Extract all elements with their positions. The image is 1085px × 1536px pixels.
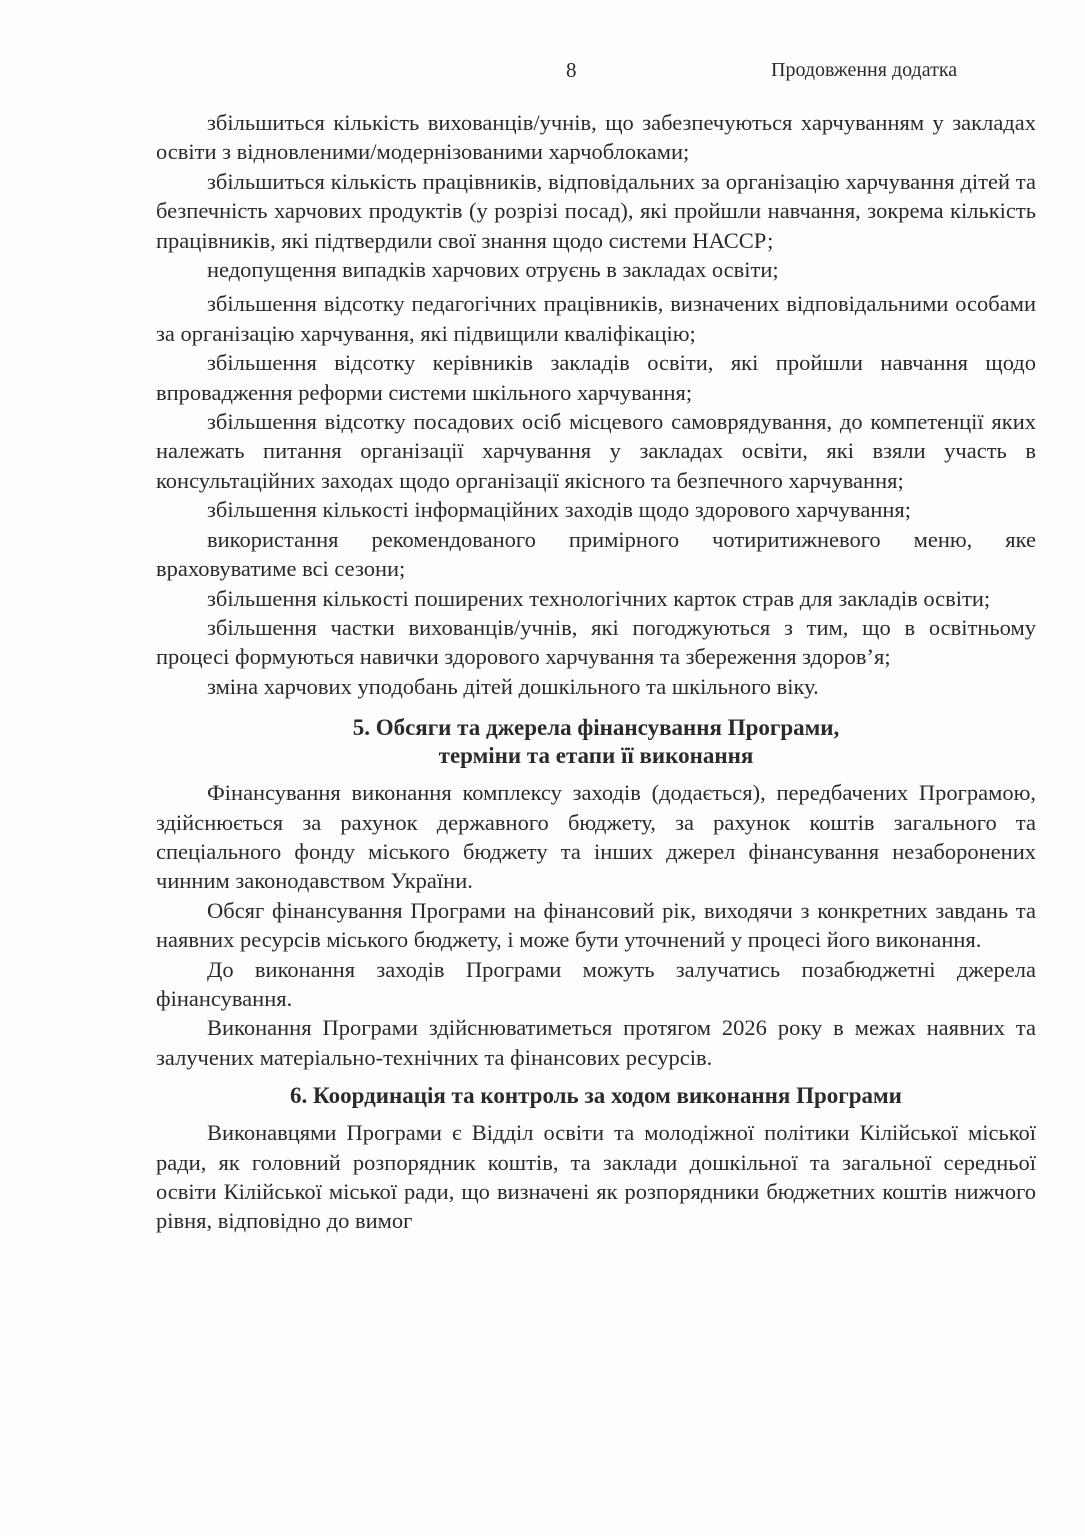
running-header: Продовження додатка (771, 59, 958, 81)
indicator-item: збільшиться кількість працівників, відповідальних за організацію харчування дітей та безпечність харчових продуктів (у розрізі посад), які пройшли навчання, зокрема кількість працівників, які підтвердили свої знання щодо системи НАССР; (156, 168, 1036, 253)
section-6-heading: 6. Координація та контроль за ходом виконання Програми (290, 1083, 902, 1109)
indicator-item: зміна харчових уподобань дітей дошкільного та шкільного віку. (207, 673, 819, 699)
indicator-item: недопущення випадків харчових отруєнь в закладах освіти; (207, 257, 779, 283)
indicator-item: збільшення відсотку педагогічних працівників, визначених відповідальними особами за організацію харчування, які підвищили кваліфікацію; (156, 291, 1036, 346)
section-5-heading-line-1: 5. Обсяги та джерела фінансування Програми, (352, 715, 840, 741)
indicator-item: збільшення кількості поширених технологічних карток страв для закладів освіти; (207, 585, 991, 611)
section-5-paragraph: Виконання Програми здійснюватиметься протягом 2026 року в межах наявних та залучених матеріально-технічних та фінансових ресурсів. (156, 1015, 1036, 1070)
indicator-item: використання рекомендованого примірного чотиритижневого меню, яке враховуватиме всі сезони; (156, 526, 1036, 582)
indicator-item: збільшення відсотку керівників закладів освіти, які пройшли навчання щодо впровадження реформи системи шкільного харчування; (156, 350, 1036, 405)
indicator-item: збільшиться кількість вихованців/учнів, що забезпечуються харчуванням у закладах освіти з відновленими/модернізованими харчоблоками; (156, 110, 1036, 165)
indicator-item: збільшення частки вихованців/учнів, які погоджуються з тим, що в освітньому процесі формуються навички здорового харчування та збереження здоров’я; (156, 614, 1036, 670)
section-5-heading-line-2: терміни та етапи її виконання (438, 743, 754, 769)
document-body (156, 108, 1036, 1236)
section-5-paragraph: Обсяг фінансування Програми на фінансовий рік, виходячи з конкретних завдань та наявних ресурсів міського бюджету, і може бути уточнений у процесі його виконання. (156, 897, 1036, 953)
section-5-paragraph: До виконання заходів Програми можуть залучатись позабюджетні джерела фінансування. (156, 956, 1036, 1011)
page-number: 8 (566, 58, 577, 82)
section-5-paragraph: Фінансування виконання комплексу заходів (додається), передбачених Програмою, здійснюється за рахунок державного бюджету, за рахунок коштів загального та спеціального фонду міського бюджету та інших джерел фінансування незаборонених чинним законодавством України. (156, 780, 1036, 894)
indicator-item: збільшення відсотку посадових осіб місцевого самоврядування, до компетенції яких належать питання організації харчування у закладах освіти, які взяли участь в консультаційних заходах щодо організації якісного та безпечного харчування; (156, 409, 1036, 493)
section-6-paragraph: Виконавцями Програми є Відділ освіти та молодіжної політики Кілійської міської ради, як головний розпорядник коштів, та заклади дошкільної та загальної середньої освіти Кілійської міської ради, що визначені як розпорядники бюджетних коштів нижчого рівня, відповідно до вимог (156, 1120, 1036, 1234)
indicator-item: збільшення кількості інформаційних заходів щодо здорового харчування; (207, 497, 912, 523)
